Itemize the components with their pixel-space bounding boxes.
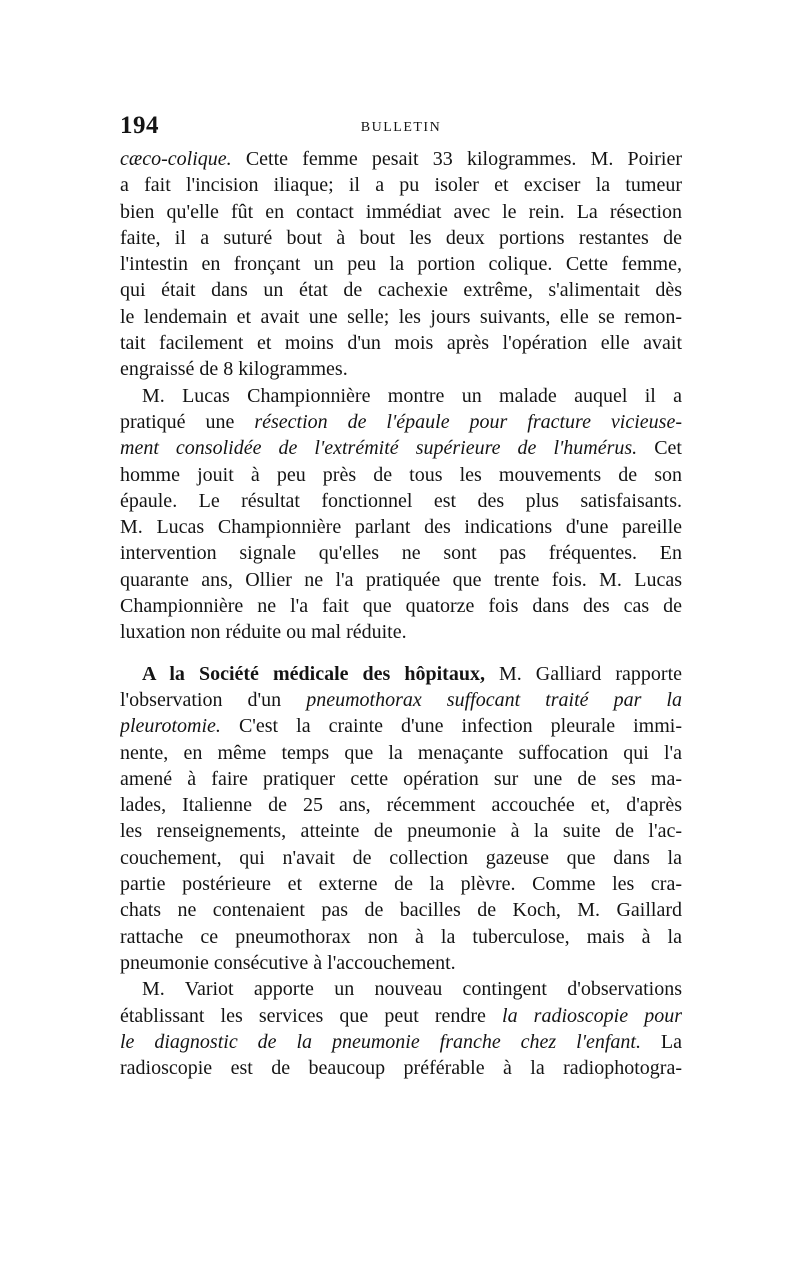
text-line: chats ne contenaient pas de bacilles de Koch, M. Gaillard [120, 899, 682, 922]
text-line: quarante ans, Ollier ne l'a pratiquée que trente fois. M. Lucas [120, 568, 682, 591]
text-line: faite, il a suturé bout à bout les deux portions restantes de [120, 226, 682, 249]
text-line: pleurotomie. C'est la crainte d'une infection pleurale immi- [120, 715, 682, 738]
text-line: radioscopie est de beaucoup préférable à la radiophotogra- [120, 1057, 682, 1080]
text-line: lades, Italienne de 25 ans, récemment accouchée et, d'après [120, 794, 682, 817]
text-line: M. Lucas Championnière parlant des indications d'une pareille [120, 516, 682, 539]
text-line: pneumonie consécutive à l'accouchement. [120, 951, 456, 974]
text-line: Championnière ne l'a fait que quatorze fois dans des cas de [120, 595, 682, 618]
text-line: partie postérieure et externe de la plèvre. Comme les cra- [120, 873, 682, 896]
text-line: tait facilement et moins d'un mois après l'opération elle avait [120, 332, 682, 355]
section-lead: A la Société médicale des hôpitaux, [142, 662, 485, 685]
text-line: a fait l'incision iliaque; il a pu isoler et exciser la tumeur [120, 174, 682, 197]
text-line: homme jouit à peu près de tous les mouvements de son [120, 463, 682, 486]
text-line: l'intestin en fronçant un peu la portion colique. Cette femme, [120, 253, 682, 276]
text-line: M. Variot apporte un nouveau contingent d'observations [142, 978, 682, 1001]
text-line: A la Société médicale des hôpitaux, M. Galliard rapporte [142, 662, 682, 685]
text-line: les renseignements, atteinte de pneumonie à la suite de l'ac- [120, 820, 682, 843]
page-number: 194 [120, 112, 159, 139]
text-line: couchement, qui n'avait de collection gazeuse que dans la [120, 846, 682, 869]
running-head: BULLETIN [360, 120, 442, 135]
text-line: ment consolidée de l'extrémité supérieure de l'humérus. Cet [120, 437, 682, 460]
body-text [120, 146, 682, 1081]
text-line: cæco-colique. Cette femme pesait 33 kilogrammes. M. Poirier [120, 148, 682, 170]
text-line: luxation non réduite ou mal réduite. [120, 621, 407, 644]
text-line: qui était dans un état de cachexie extrême, s'alimentait dès [120, 279, 682, 302]
text-line: pratiqué une résection de l'épaule pour fracture vicieuse- [120, 410, 682, 433]
text-line: épaule. Le résultat fonctionnel est des plus satisfaisants. [120, 489, 682, 512]
text-line: nente, en même temps que la menaçante suffocation qui l'a [120, 741, 682, 764]
text-line: le diagnostic de la pneumonie franche chez l'enfant. La [120, 1030, 682, 1053]
text-line: bien qu'elle fût en contact immédiat avec le rein. La résection [120, 200, 682, 223]
text-line: établissant les services que peut rendre la radioscopie pour [120, 1004, 682, 1027]
page-header [120, 110, 682, 142]
text-line: intervention signale qu'elles ne sont pas fréquentes. En [120, 542, 682, 565]
text-line: M. Lucas Championnière montre un malade auquel il a [142, 384, 682, 407]
text-line: l'observation d'un pneumothorax suffocant traité par la [120, 688, 682, 711]
text-line: amené à faire pratiquer cette opération sur une de ses ma- [120, 767, 682, 790]
text-line: le lendemain et avait une selle; les jours suivants, elle se remon- [120, 305, 682, 328]
text-line: rattache ce pneumothorax non à la tuberculose, mais à la [120, 925, 682, 948]
text-line: engraissé de 8 kilogrammes. [120, 358, 348, 381]
